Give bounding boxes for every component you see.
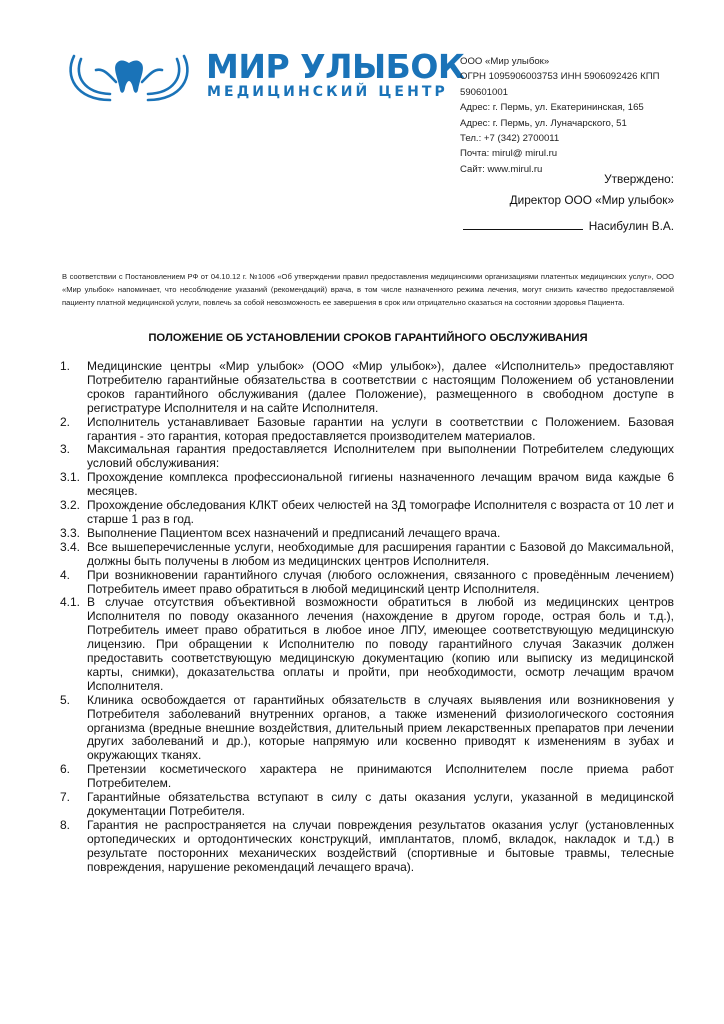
item-text: При возникновении гарантийного случая (любого осложнения, связанного с проведённым лечением) Потребитель имеет право обратиться в любой медицинский центр Исполнителя. [87, 567, 674, 596]
document-title: ПОЛОЖЕНИЕ ОБ УСТАНОВЛЕНИИ СРОКОВ ГАРАНТИЙНОГО ОБСЛУЖИВАНИЯ [148, 332, 588, 344]
list-item [60, 694, 674, 764]
item-text: Клиника освобождается от гарантийных обязательств в случаях выявления или возникновения у Потребителя заболеваний внутренних органов, а также изменений физиологического состояния организма (вредные внешние воздействия, длительный прием лекарственных препаратов при лечении других заболеваний и др.), которые напрямую или косвенно приводят к изменениям в зубах и окружающих тканях. [87, 692, 674, 763]
item-number: 7. [60, 790, 71, 805]
list-item [60, 499, 674, 527]
item-number: 3. [60, 442, 71, 457]
item-number: 6. [60, 762, 71, 777]
company-line: ОГРН 1095906003753 ИНН 5906092426 КПП [460, 71, 660, 83]
item-text: Гарантийные обязательства вступают в силу с даты оказания услуги, указанной в медицинской документации Потребителя. [87, 790, 674, 818]
list-item [60, 819, 674, 875]
list-item [60, 791, 674, 819]
item-number: 3.2. [60, 498, 81, 513]
list-item [60, 443, 674, 471]
preamble-text: В соответствии с Постановлением РФ от 04.10.12 г. №1006 «Об утверждении правил предоставления медицинскими организациями платентых медицинских услуг», ООО «Мир улыбок» напоминает, что несоблюдение указаний (рекомендаций) врача, в том числе назначенного режима лечения, могут снизить качество предоставляемой пациенту платной медицинской услуги, повлечь за собой невозможность ее завершения в срок или отрицательно сказаться на состоянии здоровья Пациента. [62, 272, 674, 307]
item-text: Максимальная гарантия предоставляется Исполнителем при выполнении Потребителем следующих условий обслуживания: [87, 442, 674, 471]
approval-block [510, 169, 674, 211]
item-number: 1. [60, 359, 71, 373]
company-details [460, 54, 660, 177]
list-item [60, 541, 674, 569]
item-text: Исполнитель устанавливает Базовые гарантии на услуги в соответствии с Положением. Базовая гарантия - это гарантия, которая предоставляется производителем материалов. [87, 414, 674, 443]
company-line: Адрес: г. Пермь, ул. Луначарского, 51 [460, 117, 627, 129]
item-text: В случае отсутствия объективной возможности обратиться в любой из медицинских центров Исполнителя по поводу оказанного лечения (нахождение в другом городе, острая боль и т.д.), Потребитель имеет право обратиться в любое иное ЛПУ, имеющее соответствующую медицинскую лицензию. При обращении к Исполнителю по поводу гарантийного случая Заказчик должен предоставить соответствующую медицинскую документацию (копию или выписку из медицинской карты, снимки), доказательства оплаты и пройти, при необходимости, осмотр лечащим врачом Исполнителя. [87, 595, 674, 693]
company-line: Тел.: +7 (342) 2700011 [460, 133, 560, 145]
approval-heading: Утверждено: [604, 172, 674, 186]
signature-line [463, 218, 674, 233]
item-number: 3.3. [60, 525, 81, 540]
list-item [60, 471, 674, 499]
list-item [60, 596, 674, 693]
list-item [60, 416, 674, 444]
list-item [60, 527, 674, 541]
signatory-name: Насибулин В.А. [588, 219, 674, 233]
item-number: 2. [60, 414, 71, 429]
approval-position: Директор ООО «Мир улыбок» [509, 193, 674, 207]
company-line: Сайт: www.mirul.ru [460, 163, 543, 175]
item-number: 4.1. [60, 595, 81, 610]
company-line: Почта: mirul@ mirul.ru [460, 148, 558, 160]
regulation-items [60, 360, 674, 875]
list-item [60, 569, 674, 597]
hands-tooth-icon [66, 48, 192, 108]
item-number: 8. [60, 817, 71, 832]
item-number: 3.4. [60, 539, 81, 554]
signature-blank [463, 218, 583, 230]
clinic-logo [66, 47, 465, 108]
item-text: Прохождение комплекса профессиональной гигиены назначенного лечащим врачом вида каждые 6 месяцев. [87, 470, 674, 499]
item-text: Прохождение обследования КЛКТ обеих челюстей на 3Д томографе Исполнителя с возраста от 10 лет и старше 1 раз в год. [87, 498, 674, 526]
item-text: Медицинские центры «Мир улыбок» (ООО «Мир улыбок»), далее «Исполнитель» предоставляют Потребителю гарантийные обязательства в соответствии с настоящим Положением об установлении сроков гарантийного обслуживания (далее Положение), размещенного в свободном доступе в регистратуре Исполнителя и на сайте Исполнителя. [87, 359, 674, 415]
item-number: 5. [60, 692, 71, 707]
brand-subtitle: МЕДИЦИНСКИЙ ЦЕНТР [207, 84, 448, 100]
item-text: Гарантия не распространяется на случаи повреждения результатов оказания услуг (установленных ортопедических и ортодонтических конструкций, имплантатов, пломб, вкладок, накладок и т.д.) в результате посторонних механических воздействий (спортивные и бытовые травмы, телесные повреждения, нарушение рекомендаций лечащего врача). [87, 817, 674, 874]
list-item [60, 360, 674, 416]
company-line: 590601001 [460, 86, 509, 98]
item-number: 4. [60, 567, 71, 582]
company-line: ООО «Мир улыбок» [460, 56, 550, 67]
item-number: 3.1. [60, 470, 81, 485]
item-text: Все вышеперечисленные услуги, необходимые для расширения гарантии с Базовой до Максимальной, должны быть получены в любом из медицинских центров Исполнителя. [87, 539, 674, 568]
item-text: Претензии косметического характера не принимаются Исполнителем после приема работ Потребителем. [87, 762, 674, 791]
list-item [60, 763, 674, 791]
company-line: Адрес: г. Пермь, ул. Екатерининская, 165 [460, 102, 644, 114]
item-text: Выполнение Пациентом всех назначений и предписаний лечащего врача. [87, 525, 501, 540]
brand-name: МИР УЛЫБОК [206, 47, 465, 86]
